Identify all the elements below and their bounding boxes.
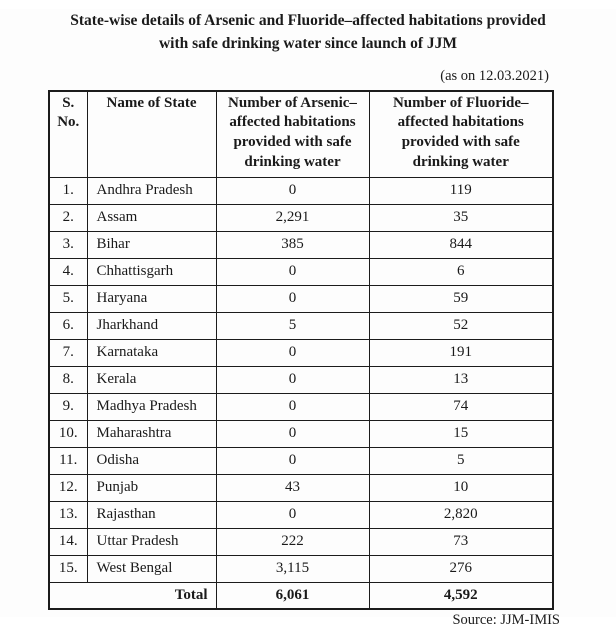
sno-cell: 1. (49, 177, 87, 204)
header-sno: S. No. (49, 91, 87, 178)
arsenic-cell: 0 (216, 420, 369, 447)
sno-cell: 13. (49, 501, 87, 528)
state-cell: Andhra Pradesh (87, 177, 216, 204)
arsenic-cell: 222 (216, 528, 369, 555)
fluoride-cell: 191 (369, 339, 553, 366)
state-cell: Uttar Pradesh (87, 528, 216, 555)
table-row (49, 420, 553, 447)
fluoride-cell: 73 (369, 528, 553, 555)
document-page (0, 9, 616, 629)
arsenic-cell: 5 (216, 312, 369, 339)
state-cell: Rajasthan (87, 501, 216, 528)
state-cell: Kerala (87, 366, 216, 393)
arsenic-cell: 0 (216, 366, 369, 393)
state-cell: Karnataka (87, 339, 216, 366)
table-row (49, 366, 553, 393)
sno-cell: 3. (49, 231, 87, 258)
state-cell: Haryana (87, 285, 216, 312)
arsenic-cell: 0 (216, 177, 369, 204)
page-title-line-1: State-wise details of Arsenic and Fluoride–affected habitations provided (70, 12, 546, 29)
state-cell: Punjab (87, 474, 216, 501)
fluoride-cell: 6 (369, 258, 553, 285)
state-cell: Chhattisgarh (87, 258, 216, 285)
as-on-date: (as on 12.03.2021) (440, 67, 549, 84)
habitations-table (48, 90, 554, 611)
fluoride-cell: 59 (369, 285, 553, 312)
header-arsenic: Number of Arsenic–affected habitations provided with safe drinking water (216, 91, 369, 178)
arsenic-cell: 43 (216, 474, 369, 501)
table-total-row (49, 582, 553, 609)
fluoride-cell: 35 (369, 204, 553, 231)
arsenic-cell: 2,291 (216, 204, 369, 231)
table-row (49, 528, 553, 555)
state-cell: Odisha (87, 447, 216, 474)
arsenic-cell: 0 (216, 447, 369, 474)
sno-cell: 7. (49, 339, 87, 366)
arsenic-cell: 3,115 (216, 555, 369, 582)
source-attribution: Source: JJM-IMIS (452, 612, 560, 629)
fluoride-cell: 2,820 (369, 501, 553, 528)
sno-cell: 12. (49, 474, 87, 501)
fluoride-cell: 15 (369, 420, 553, 447)
table-row (49, 474, 553, 501)
sno-cell: 15. (49, 555, 87, 582)
table-row (49, 447, 553, 474)
table-row (49, 177, 553, 204)
fluoride-cell: 74 (369, 393, 553, 420)
table-row (49, 555, 553, 582)
header-fluoride: Number of Fluoride–affected habitations provided with safe drinking water (369, 91, 553, 178)
state-cell: Jharkhand (87, 312, 216, 339)
state-cell: West Bengal (87, 555, 216, 582)
fluoride-cell: 276 (369, 555, 553, 582)
arsenic-cell: 0 (216, 285, 369, 312)
fluoride-cell: 10 (369, 474, 553, 501)
table-row (49, 258, 553, 285)
fluoride-cell: 5 (369, 447, 553, 474)
page-title-line-2: with safe drinking water since launch of JJM (158, 35, 458, 53)
arsenic-cell: 0 (216, 258, 369, 285)
sno-cell: 10. (49, 420, 87, 447)
arsenic-cell: 0 (216, 339, 369, 366)
state-cell: Maharashtra (87, 420, 216, 447)
total-arsenic: 6,061 (216, 582, 369, 609)
sno-cell: 8. (49, 366, 87, 393)
total-fluoride: 4,592 (369, 582, 553, 609)
state-cell: Bihar (87, 231, 216, 258)
state-cell: Assam (87, 204, 216, 231)
fluoride-cell: 119 (369, 177, 553, 204)
header-state: Name of State (87, 91, 216, 178)
table-row (49, 231, 553, 258)
sno-cell: 5. (49, 285, 87, 312)
sno-cell: 2. (49, 204, 87, 231)
table-row (49, 339, 553, 366)
table-row (49, 393, 553, 420)
table-header-row (49, 91, 553, 178)
arsenic-cell: 385 (216, 231, 369, 258)
sno-cell: 9. (49, 393, 87, 420)
fluoride-cell: 13 (369, 366, 553, 393)
table-row (49, 312, 553, 339)
arsenic-cell: 0 (216, 393, 369, 420)
fluoride-cell: 844 (369, 231, 553, 258)
table-row (49, 501, 553, 528)
sno-cell: 6. (49, 312, 87, 339)
table-row (49, 204, 553, 231)
sno-cell: 14. (49, 528, 87, 555)
table-row (49, 285, 553, 312)
total-label: Total (49, 582, 216, 609)
fluoride-cell: 52 (369, 312, 553, 339)
page-title (58, 9, 558, 56)
sno-cell: 11. (49, 447, 87, 474)
arsenic-cell: 0 (216, 501, 369, 528)
sno-cell: 4. (49, 258, 87, 285)
state-cell: Madhya Pradesh (87, 393, 216, 420)
